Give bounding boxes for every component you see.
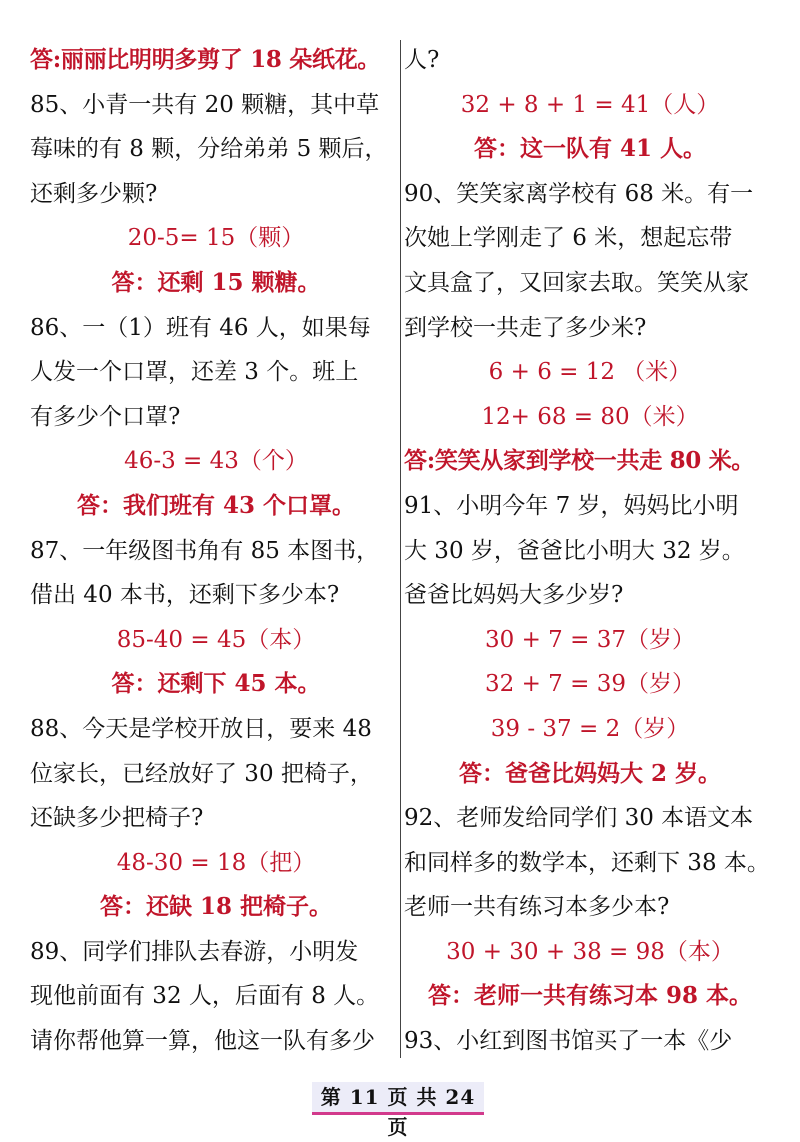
question-line: 请你帮他算一算，他这一队有多少 bbox=[30, 1028, 375, 1055]
page-footer: 第 11 页 共 24 页 bbox=[312, 1082, 484, 1115]
answer-line: 答:丽丽比明明多剪了 18 朵纸花。 bbox=[30, 46, 381, 73]
question-line: 次她上学刚走了 6 米，想起忘带 bbox=[404, 225, 733, 252]
question-line: 还缺多少把椅子? bbox=[30, 805, 204, 832]
answer-line: 答：爸爸比妈妈大 2 岁。 bbox=[458, 759, 722, 787]
equation-line: 46-3 = 43（个） bbox=[124, 448, 308, 475]
question-line: 还剩多少颗? bbox=[30, 180, 158, 207]
question-line: 92、老师发给同学们 30 本语文本 bbox=[404, 805, 754, 832]
question-line: 人? bbox=[404, 47, 440, 73]
question-line: 到学校一共走了多少米? bbox=[404, 314, 647, 341]
question-line: 莓味的有 8 颗，分给弟弟 5 颗后， bbox=[30, 136, 388, 163]
question-line: 爸爸比妈妈大多少岁? bbox=[404, 582, 624, 609]
left-column bbox=[30, 38, 402, 1064]
question-line: 90、笑笑家离学校有 68 米。有一 bbox=[404, 180, 754, 207]
question-line: 借出 40 本书，还剩下多少本? bbox=[30, 582, 340, 609]
question-line: 人发一个口罩，还差 3 个。班上 bbox=[30, 359, 359, 386]
column-divider bbox=[400, 40, 401, 1058]
question-line: 和同样多的数学本，还剩下 38 本。 bbox=[404, 849, 770, 876]
equation-line: 39 - 37 = 2（岁） bbox=[490, 715, 690, 742]
question-line: 文具盒了，又回家去取。笑笑从家 bbox=[404, 269, 749, 296]
question-line: 93、小红到图书馆买了一本《少 bbox=[404, 1028, 733, 1055]
answer-line: 答：还缺 18 把椅子。 bbox=[99, 893, 333, 921]
equation-line: 30 + 30 + 38 = 98（本） bbox=[446, 938, 734, 965]
question-line: 89、同学们排队去春游，小明发 bbox=[30, 938, 359, 965]
question-line: 86、一（1）班有 46 人，如果每 bbox=[30, 314, 371, 341]
question-line: 有多少个口罩? bbox=[30, 403, 181, 430]
equation-line: 6 + 6 = 12 （米） bbox=[488, 359, 692, 386]
equation-line: 32 + 8 + 1 = 41（人） bbox=[460, 91, 720, 118]
question-line: 85、小青一共有 20 颗糖，其中草 bbox=[30, 91, 380, 118]
answer-line: 答:笑笑从家到学校一共走 80 米。 bbox=[404, 447, 755, 475]
answer-line: 答：还剩 15 颗糖。 bbox=[111, 268, 321, 296]
equation-line: 30 + 7 = 37（岁） bbox=[485, 626, 695, 653]
equation-line: 32 + 7 = 39（岁） bbox=[485, 671, 695, 698]
equation-line: 48-30 = 18（把） bbox=[116, 849, 316, 876]
question-line: 老师一共有练习本多少本? bbox=[404, 894, 670, 921]
question-line: 位家长，已经放好了 30 把椅子， bbox=[30, 760, 373, 787]
equation-line: 85-40 = 45（本） bbox=[116, 626, 316, 653]
right-column bbox=[404, 38, 776, 1064]
answer-line: 答：还剩下 45 本。 bbox=[111, 670, 321, 698]
question-line: 87、一年级图书角有 85 本图书， bbox=[30, 537, 380, 564]
answer-line: 答：老师一共有练习本 98 本。 bbox=[427, 982, 753, 1010]
answer-line: 答：这一队有 41 人。 bbox=[473, 135, 707, 163]
equation-line: 12+ 68 = 80（米） bbox=[481, 403, 699, 430]
answer-line: 答：我们班有 43 个口罩。 bbox=[76, 491, 356, 519]
question-line: 大 30 岁，爸爸比小明大 32 岁。 bbox=[404, 537, 745, 564]
question-line: 现他前面有 32 人，后面有 8 人。 bbox=[30, 983, 380, 1010]
question-line: 88、今天是学校开放日，要来 48 bbox=[30, 715, 372, 742]
equation-line: 20-5= 15（颗） bbox=[127, 225, 305, 252]
question-line: 91、小明今年 7 岁，妈妈比小明 bbox=[404, 492, 739, 519]
